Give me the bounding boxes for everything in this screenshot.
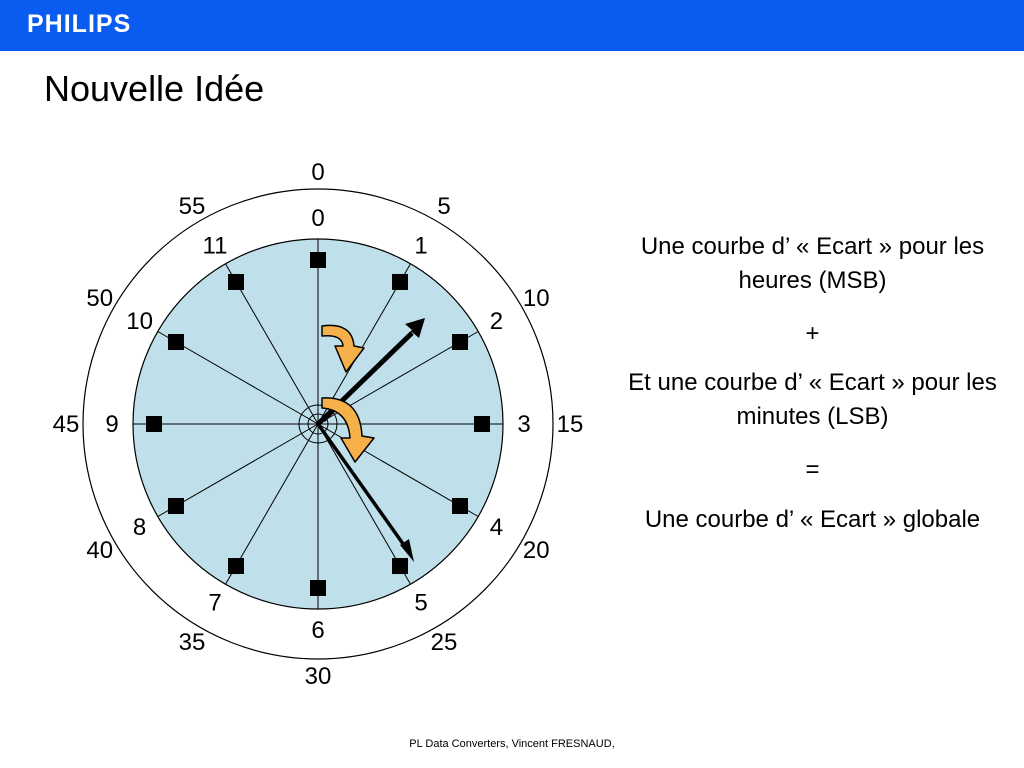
global-curve-text: Une courbe d’ « Ecart » globale bbox=[644, 506, 981, 533]
minute-label: 55 bbox=[178, 192, 206, 220]
hour-label: 4 bbox=[489, 514, 504, 541]
hour-marker bbox=[228, 274, 244, 290]
hour-marker bbox=[452, 498, 468, 514]
minute-label: 25 bbox=[430, 629, 458, 657]
hour-label: 10 bbox=[126, 308, 153, 335]
hour-marker bbox=[310, 252, 326, 268]
hour-marker bbox=[168, 498, 184, 514]
hour-label: 7 bbox=[208, 589, 222, 617]
minute-label: 40 bbox=[86, 537, 114, 564]
minute-label: 5 bbox=[437, 192, 451, 220]
minute-label: 15 bbox=[556, 411, 584, 438]
hour-label: 3 bbox=[517, 411, 531, 438]
hour-marker bbox=[392, 558, 408, 574]
philips-logo: PHILIPS bbox=[27, 10, 132, 38]
minute-label: 45 bbox=[52, 411, 80, 438]
hour-marker bbox=[310, 580, 326, 596]
hour-label: 5 bbox=[414, 589, 428, 617]
minute-label: 30 bbox=[304, 663, 332, 690]
hour-label: 2 bbox=[489, 308, 504, 335]
hour-label: 1 bbox=[414, 232, 428, 260]
page-title: Nouvelle Idée bbox=[44, 68, 265, 109]
minute-label: 20 bbox=[522, 537, 550, 564]
hour-curve-text: Une courbe d’ « Ecart » pour les heures (MSB) bbox=[640, 233, 985, 294]
minute-label: 35 bbox=[178, 629, 206, 657]
hour-marker bbox=[168, 334, 184, 350]
minute-label: 50 bbox=[86, 285, 114, 312]
hour-label: 8 bbox=[132, 514, 147, 541]
hour-marker bbox=[228, 558, 244, 574]
plus-sign: + bbox=[805, 320, 820, 347]
minute-curve-text: Et une courbe d’ « Ecart » pour les minutes (LSB) bbox=[628, 369, 997, 430]
hour-label: 11 bbox=[202, 232, 228, 260]
hour-label: 9 bbox=[105, 411, 119, 438]
minute-label: 0 bbox=[311, 159, 325, 186]
hour-label: 6 bbox=[311, 617, 325, 644]
hour-marker bbox=[146, 416, 162, 432]
hour-marker bbox=[392, 274, 408, 290]
minute-label: 10 bbox=[522, 285, 550, 312]
hour-marker bbox=[452, 334, 468, 350]
equals-sign: = bbox=[805, 456, 820, 483]
hour-label: 0 bbox=[311, 205, 325, 232]
hour-marker bbox=[474, 416, 490, 432]
footer-credit: PL Data Converters, Vincent FRESNAUD, bbox=[409, 738, 615, 750]
